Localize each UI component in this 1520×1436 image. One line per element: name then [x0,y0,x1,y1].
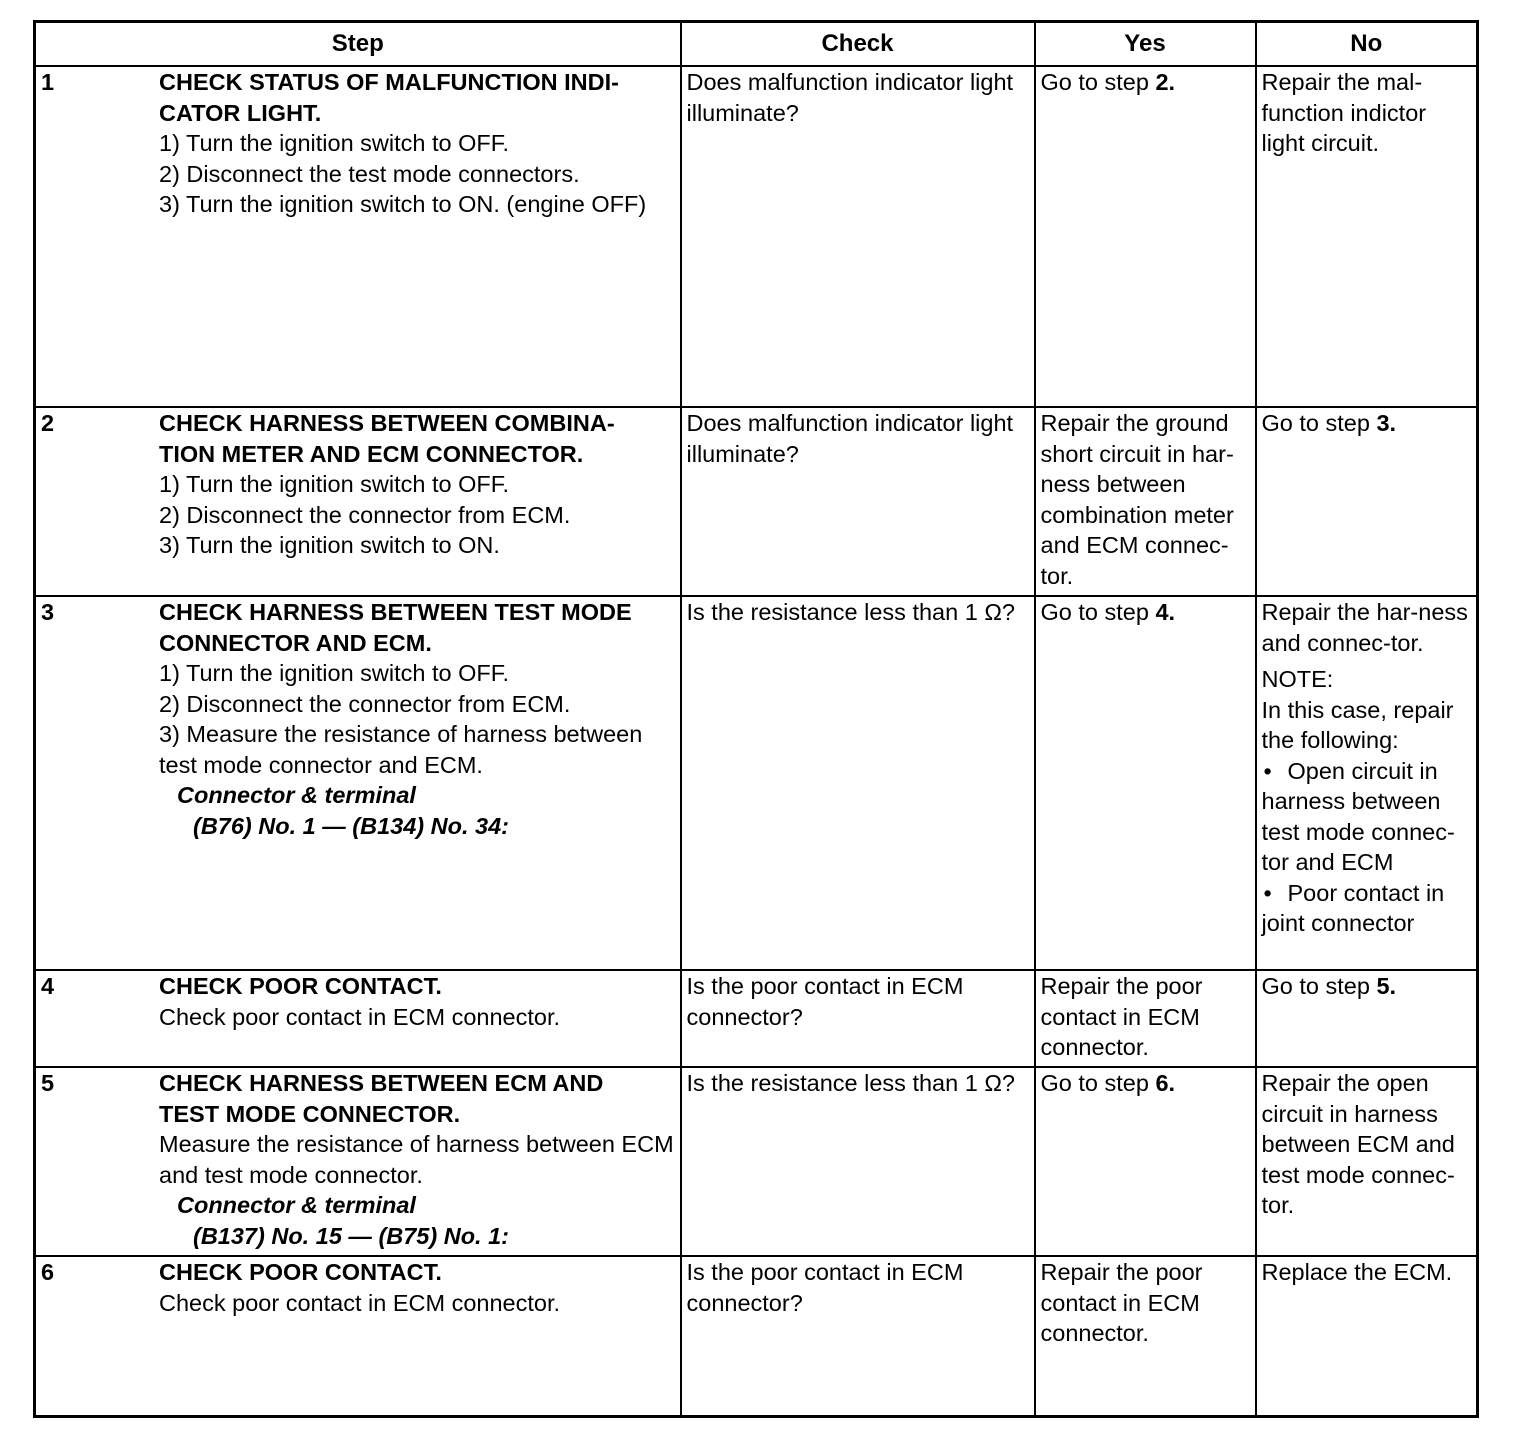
step-number: 1 [41,69,55,95]
step-cell [35,596,681,970]
step-instruction: 2) Disconnect the test mode connectors. [159,160,580,187]
no-cell [1256,596,1478,970]
check-cell: Does malfunction indicator light illuminate? [681,66,1035,407]
no-cell [1256,970,1478,1067]
check-cell: Is the poor contact in ECM connector? [681,970,1035,1067]
step-title: CHECK POOR CONTACT. [159,1259,442,1285]
note-bullet: • Poor contact in joint connector [1262,878,1472,939]
step-title: TEST MODE CONNECTOR. [159,1100,461,1127]
step-title: CONNECTOR AND ECM. [159,629,432,656]
connector-label: Connector & terminal [177,1192,416,1218]
yes-cell [1035,66,1256,407]
header-yes: Yes [1035,22,1256,67]
step-number: 6 [41,1259,55,1285]
yes-step: 4. [1155,599,1176,625]
step-title: TION METER AND ECM CONNECTOR. [159,440,584,467]
note-bullet: • Open circuit in harness between test mode connec-tor and ECM [1262,756,1472,878]
no-prefix: Go to step [1261,973,1377,999]
step-cell [35,970,681,1067]
no-step: 5. [1376,973,1397,999]
no-cell: Repair the mal-function indictor light circuit. [1256,66,1478,407]
no-cell [1256,407,1478,596]
step-instruction: 3) Turn the ignition switch to ON. (engine OFF) [159,191,647,217]
yes-prefix: Go to step [1040,599,1156,625]
no-cell: Replace the ECM. [1256,1256,1478,1416]
note-text: In this case, repair the following: [1261,696,1454,753]
no-step: 3. [1376,410,1397,436]
no-cell: Repair the open circuit in harness between ECM and test mode connec-tor. [1256,1067,1478,1256]
table-row [35,596,1478,970]
step-title: CHECK HARNESS BETWEEN TEST MODE [159,599,632,625]
step-instruction: Check poor contact in ECM connector. [159,1003,561,1030]
table-row [35,1067,1478,1256]
yes-prefix: Go to step [1040,69,1156,95]
step-title: CHECK HARNESS BETWEEN ECM AND [159,1070,604,1096]
step-number: 2 [41,410,55,436]
header-no: No [1256,22,1478,67]
check-cell: Does malfunction indicator light illuminate? [681,407,1035,596]
connector-value: (B137) No. 15 — (B75) No. 1: [193,1222,510,1249]
step-number: 4 [41,973,55,999]
check-cell: Is the resistance less than 1 Ω? [681,596,1035,970]
step-cell [35,407,681,596]
step-instruction: 1) Turn the ignition switch to OFF. [159,130,510,156]
table-row [35,407,1478,596]
table-row [35,1256,1478,1416]
header-check: Check [681,22,1035,67]
step-instruction: 2) Disconnect the connector from ECM. [159,690,571,717]
step-number: 5 [41,1070,55,1096]
step-cell [35,66,681,407]
header-row [35,22,1478,67]
step-instruction: 1) Turn the ignition switch to OFF. [159,471,510,497]
step-instruction: Measure the resistance of harness between ECM and test mode connector. [159,1131,674,1188]
connector-label: Connector & terminal [177,782,416,808]
yes-cell: Repair the ground short circuit in har-ness between combination meter and ECM connec-tor. [1035,407,1256,596]
step-title: CHECK POOR CONTACT. [159,973,442,999]
step-instruction: 2) Disconnect the connector from ECM. [159,501,571,528]
step-instruction: 3) Turn the ignition switch to ON. [159,532,500,558]
step-title: CHECK HARNESS BETWEEN COMBINA- [159,410,615,436]
connector-value: (B76) No. 1 — (B134) No. 34: [193,812,510,839]
yes-prefix: Go to step [1040,1070,1156,1096]
check-cell: Is the poor contact in ECM connector? [681,1256,1035,1416]
yes-cell: Repair the poor contact in ECM connector. [1035,970,1256,1067]
step-cell [35,1067,681,1256]
header-step: Step [35,22,681,67]
step-title: CHECK STATUS OF MALFUNCTION INDI- [159,69,619,95]
yes-cell [1035,596,1256,970]
yes-cell [1035,1067,1256,1256]
no-prefix: Go to step [1261,410,1377,436]
step-instruction: 1) Turn the ignition switch to OFF. [159,660,510,686]
yes-step: 6. [1155,1070,1176,1096]
table-row [35,66,1478,407]
step-cell [35,1256,681,1416]
step-instruction: 3) Measure the resistance of harness between test mode connector and ECM. [159,721,643,778]
step-title: CATOR LIGHT. [159,99,322,126]
yes-step: 2. [1155,69,1176,95]
no-text: Repair the har-ness and connec-tor. [1261,599,1468,656]
step-number: 3 [41,599,55,625]
check-cell: Is the resistance less than 1 Ω? [681,1067,1035,1256]
step-instruction: Check poor contact in ECM connector. [159,1289,561,1316]
yes-cell: Repair the poor contact in ECM connector. [1035,1256,1256,1416]
note-label: NOTE: [1261,666,1334,692]
diagnostic-table [33,20,1479,1418]
table-row [35,970,1478,1067]
